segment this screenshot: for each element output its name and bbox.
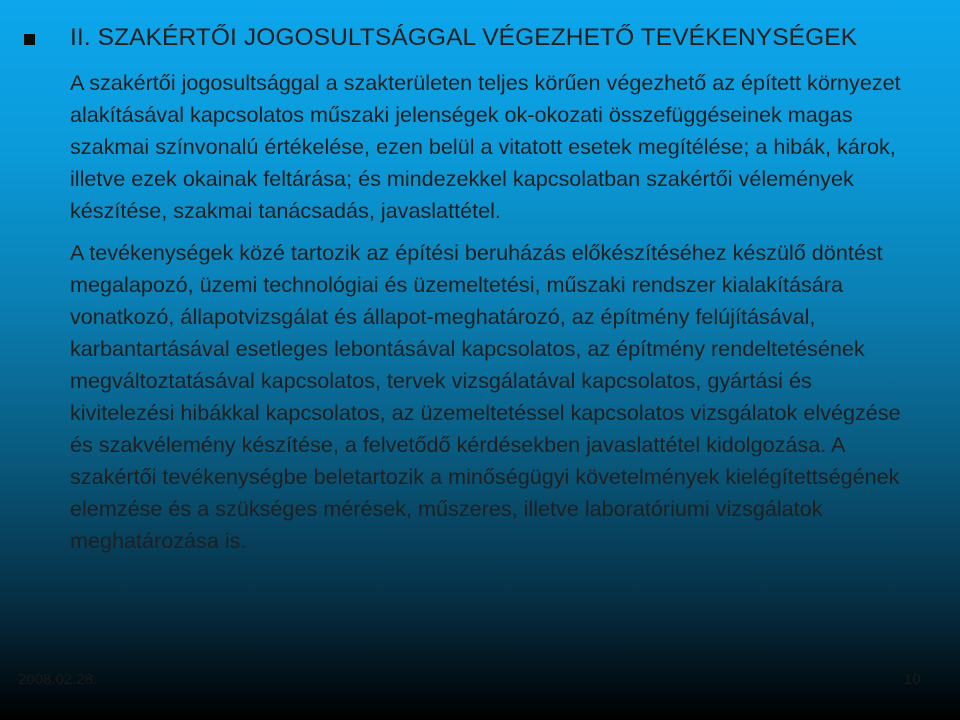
slide-title: II. SZAKÉRTŐI JOGOSULTSÁGGAL VÉGEZHETŐ TEVÉKENYSÉGEK <box>70 24 858 51</box>
paragraph-activities: A tevékenységek közé tartozik az építési beruházás előkészítéséhez készülő döntést megalapozó, üzemi technológiai és üzemeltetési, műszaki rendszer kialakítására vonatkozó, állapotvizsgálat és állapot-meghatározó, az építmény felújításával, karbantartásával esetleges lebontásával kapcsolatos, az építmény rendeltetésének megváltoztatásával kapcsolatos, tervek vizsgálatával kapcsolatos, gyártási és kivitelezési hibákkal kapcsolatos, az üzemeltetéssel kapcsolatos vizsgálatok elvégzése és szakvélemény készítése, a felvetődő kérdésekben javaslattétel kidolgozása. A szakértői tevékenységbe beletartozik a minőségügyi követelmények kielégítettségének elemzése és a szükséges mérések, műszeres, illetve laboratóriumi vizsgálatok meghatározása is. <box>70 240 901 553</box>
slide-content <box>70 22 930 557</box>
square-bullet-icon <box>24 34 35 45</box>
footer-date: 2008.02.28. <box>18 671 98 688</box>
paragraph-scope: A szakértői jogosultsággal a szakterületen teljes körűen végezhető az épített környezet alakításával kapcsolatos műszaki jelenségek ok-okozati összefüggéseinek magas szakmai színvonalú értékelése, ezen belül a vitatott esetek megítélése; a hibák, károk, illetve ezek okainak feltárása; és mindezekkel kapcsolatban szakértői vélemények készítése, szakmai tanácsadás, javaslattétel. <box>70 70 901 223</box>
page-number: 10 <box>904 671 921 688</box>
